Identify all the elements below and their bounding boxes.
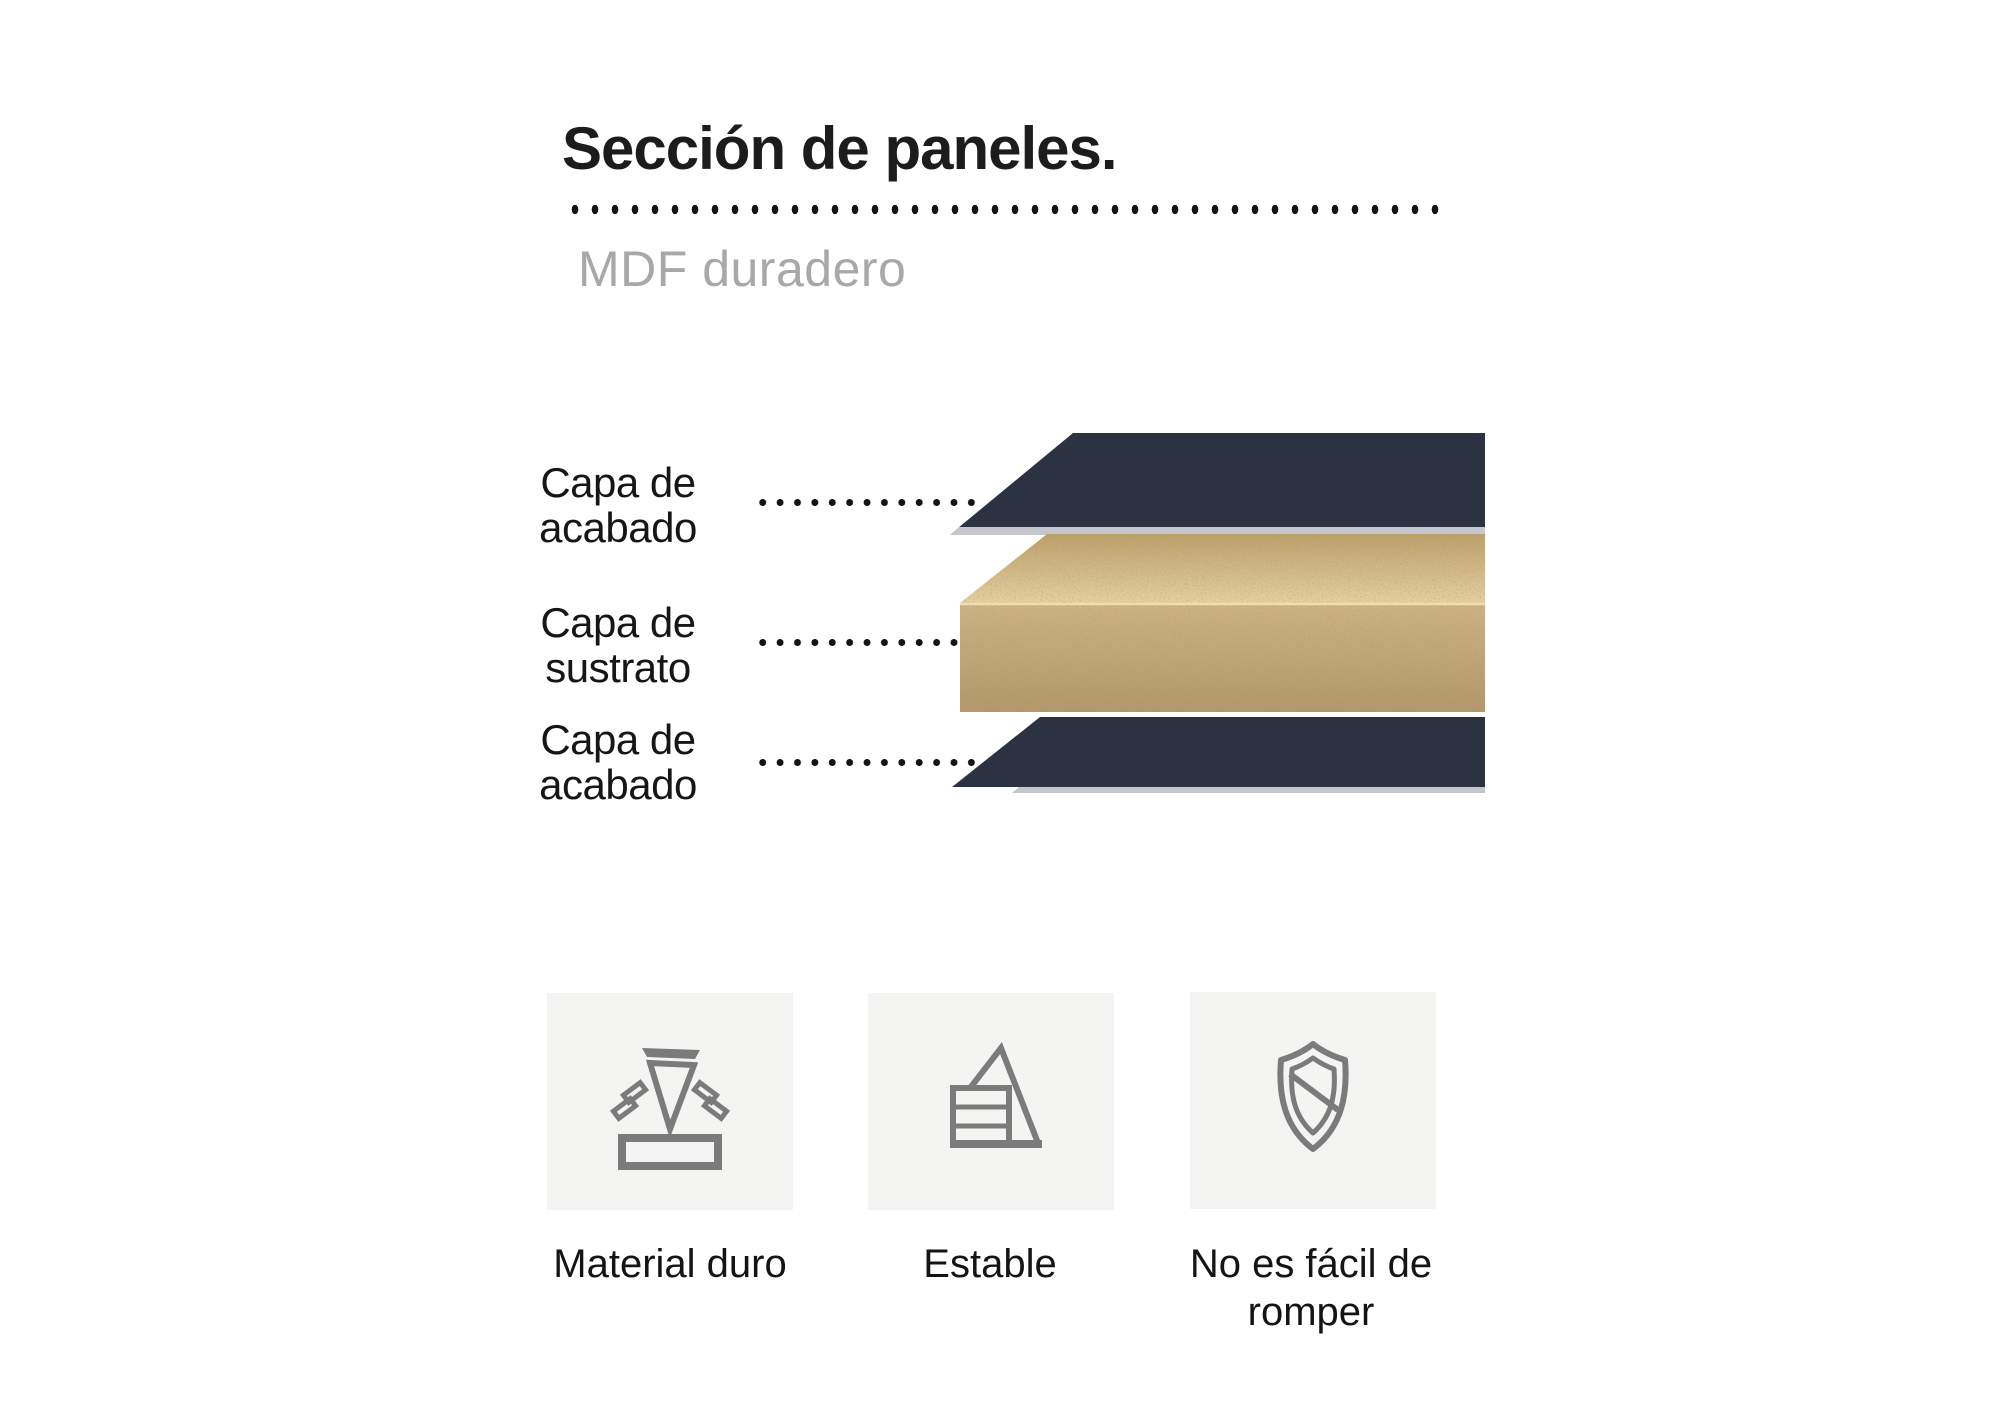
substrate-top-face-grain: [960, 534, 1485, 603]
shield-no-break-icon: [1253, 1036, 1373, 1166]
substrate-front-face-grain: [960, 603, 1485, 712]
feature-tile-no-break: [1190, 992, 1436, 1209]
feature-label-no-break: No es fácil de romper: [1189, 1242, 1433, 1334]
feature-label-stable: Estable: [923, 1242, 1057, 1286]
finish-sheet-bottom-edge: [1012, 787, 1485, 793]
page-title: Sección de paneles.: [562, 115, 1117, 182]
panel-cross-section-illustration: [940, 425, 1486, 797]
finish-sheet-bottom-face: [952, 717, 1485, 787]
stability-pyramid-icon: [923, 1040, 1059, 1164]
finish-sheet-top-edge: [950, 527, 1485, 535]
feature-tile-stable: [868, 993, 1114, 1210]
layer-label-finish-top: Capa de acabado: [539, 459, 697, 552]
feature-tile-hard-material: [547, 993, 793, 1210]
feature-label-hard-material: Material duro: [553, 1242, 787, 1286]
laser-hardness-icon: [604, 1032, 736, 1172]
layer-label-substrate: Capa de sustrato: [540, 599, 696, 692]
layer-label-finish-bottom: Capa de acabado: [539, 716, 697, 809]
page-subtitle: MDF duradero: [578, 241, 907, 297]
finish-sheet-top-face: [958, 433, 1485, 528]
dotted-divider: [565, 203, 1449, 216]
